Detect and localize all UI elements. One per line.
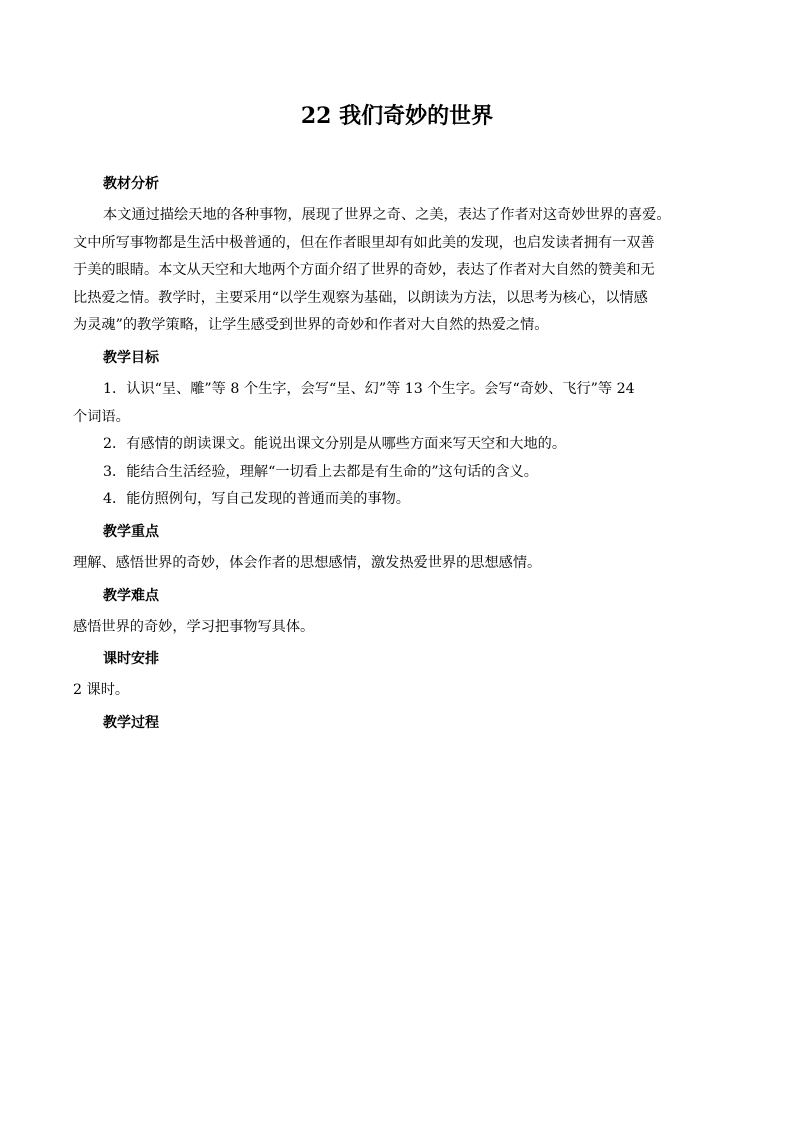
goal-item-1-line-2: 个词语。	[73, 408, 130, 425]
analysis-paragraph	[73, 202, 693, 340]
analysis-line-4: 比热爱之情。教学时，主要采用“以学生观察为基础，以朗读为方法，以思考为核心，以情感	[73, 289, 648, 306]
document-title: 22 我们奇妙的世界	[300, 103, 494, 129]
analysis-line-2: 文中所写事物都是生活中极普通的，但在作者眼里却有如此美的发现，也启发读者拥有一双善	[73, 234, 655, 251]
analysis-line-5: 为灵魂”的教学策略，让学生感受到世界的奇妙和作者对大自然的热爱之情。	[73, 317, 549, 334]
analysis-line-1: 本文通过描绘天地的各种事物，展现了世界之奇、之美，表达了作者对这奇妙世界的喜爱。	[103, 207, 671, 223]
goal-item-3: 3．能结合生活经验，理解“一切看上去都是有生命的”这句话的含义。	[103, 463, 538, 480]
heading-analysis: 教材分析	[103, 176, 159, 192]
heading-goals: 教学目标	[103, 349, 159, 366]
goal-item-2: 2．有感情的朗读课文。能说出课文分别是从哪些方面来写天空和大地的。	[103, 436, 567, 453]
schedule-text: 2 课时。	[73, 682, 130, 699]
analysis-line-3: 于美的眼睛。本文从天空和大地两个方面介绍了世界的奇妙，表达了作者对大自然的赞美和无	[73, 262, 655, 279]
key-points-text: 理解、感悟世界的奇妙，体会作者的思想感情，激发热爱世界的思想感情。	[73, 554, 542, 571]
heading-process: 教学过程	[103, 714, 159, 731]
heading-difficulties: 教学难点	[103, 587, 159, 604]
heading-schedule: 课时安排	[103, 651, 159, 668]
goal-item-4: 4．能仿照例句，写自己发现的普通而美的事物。	[103, 491, 410, 508]
document-body	[73, 175, 693, 732]
difficulties-text: 感悟世界的奇妙，学习把事物写具体。	[73, 618, 315, 635]
heading-key-points: 教学重点	[103, 523, 159, 540]
goal-item-1-line-1: 1．认识“呈、雕”等 8 个生字，会写“呈、幻”等 13 个生字。会写“奇妙、飞行”等 24	[103, 380, 635, 397]
